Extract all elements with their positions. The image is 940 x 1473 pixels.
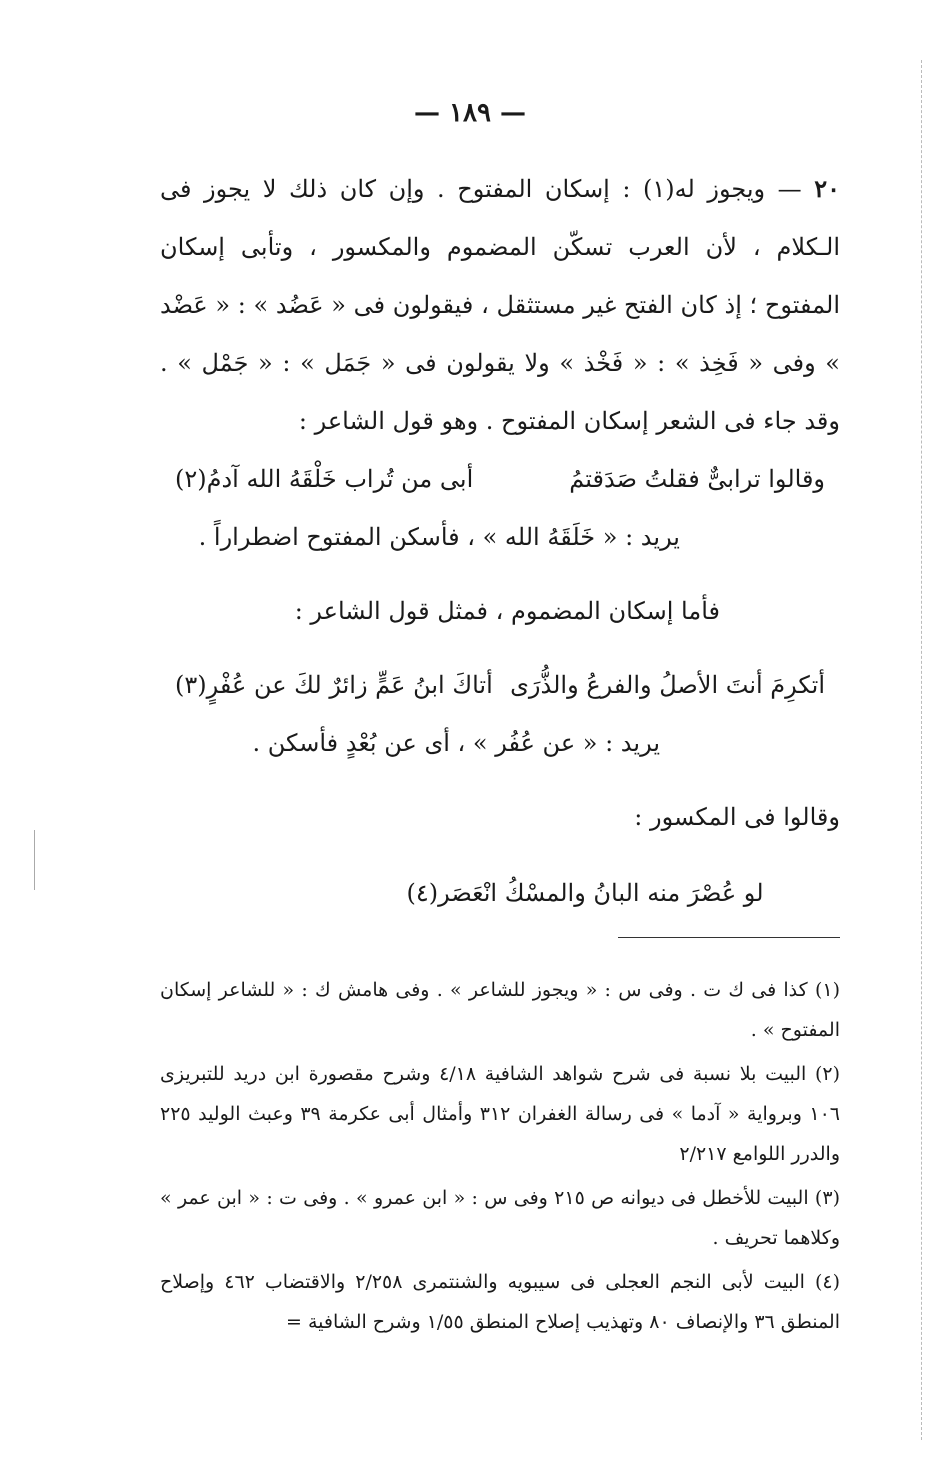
footnote-1: (١) كذا فى ك ت . وفى س : « ويجوز للشاعر » . وفى هامش ك : « للشاعر إسكان المفتوح » . bbox=[160, 979, 840, 1041]
footnote-4: (٤) البيت لأبى النجم العجلى فى سيبويه والشنتمرى ٢/٢٥٨ والاقتضاب ٤٦٢ وإصلاح المنطق ٣٦ والإنصاف ٨٠ وتهذيب إصلاح المنطق ١/٥٥ وشرح الشافية = bbox=[160, 1271, 841, 1333]
footnote-3: (٣) البيت للأخطل فى ديوانه ص ٢١٥ وفى س : « ابن عمرو » . وفى ت : « ابن عمر » وكلاهما تحريف . bbox=[160, 1187, 840, 1249]
verse-1 bbox=[175, 450, 825, 508]
footnotes bbox=[160, 970, 840, 1346]
intro-line-madmum: فأما إسكان المضموم ، فمثل قول الشاعر : bbox=[294, 597, 720, 625]
section-number: ٢٠ bbox=[814, 174, 840, 203]
footnote-separator bbox=[618, 937, 840, 938]
footnote-2: (٢) البيت بلا نسبة فى شرح شواهد الشافية ٤/١٨ وشرح مقصورة ابن دريد للتبريزى ١٠٦ وبرواية « آدما » فى رسالة الغفران ٣١٢ وأمثال أبى عكرمة ٣٩ وعبث الوليد ٢٢٥ والدرر اللوامع ٢/٢١٧ bbox=[160, 1063, 841, 1165]
page-number: — ١٨٩ — bbox=[413, 98, 527, 128]
section-text: — ويجوز له(١) : إسكان المفتوح . وإن كان ذلك لا يجوز فى الـكلام ، لأن العرب تسكّن المضموم والمكسور ، وتأبى إسكان المفتوح ؛ إذ كان الفتح غير مستثقل ، فيقولون فى « عَضُد » : « عَضْد » وفى « فَخِذ » : « فَخْذ » ولا يقولون فى « جَمَل » : « جَمْل » . وقد جاء فى الشعر إسكان المفتوح . وهو قول الشاعر : bbox=[160, 175, 840, 435]
verse-2 bbox=[175, 656, 825, 714]
verse-2-second-hemistich: أتاكَ ابنُ عَمٍّ زائرٌ لكَ عن عُفْرٍ(٣) bbox=[175, 671, 493, 699]
intro-line-maksur: وقالوا فى المكسور : bbox=[634, 803, 840, 831]
verse-2-first-hemistich: أتكرِمَ أنتَ الأصلُ والفرعُ والذُّرَى bbox=[510, 671, 825, 699]
explanation-line-1: يريد : « خَلَقَهُ الله » ، فأسكن المفتوح اضطراراً . bbox=[198, 523, 680, 551]
section-paragraph bbox=[160, 160, 840, 450]
explanation-line-2: يريد : « عن عُفُر » ، أى عن بُعْدٍ فأسكن . bbox=[252, 729, 660, 757]
margin-mark bbox=[34, 830, 35, 890]
main-text bbox=[160, 160, 840, 922]
verse-1-first-hemistich: وقالوا ترابىٌّ فقلتُ صَدَقتمُ bbox=[569, 465, 825, 493]
verse-1-second-hemistich: أبى من تُراب خَلْقَهُ الله آدمُ(٢) bbox=[175, 465, 474, 493]
page-edge-line bbox=[921, 60, 922, 1440]
verse-3: لو عُصْرَ منه البانُ والمسْكُ انْعَصَر(٤) bbox=[406, 879, 764, 907]
